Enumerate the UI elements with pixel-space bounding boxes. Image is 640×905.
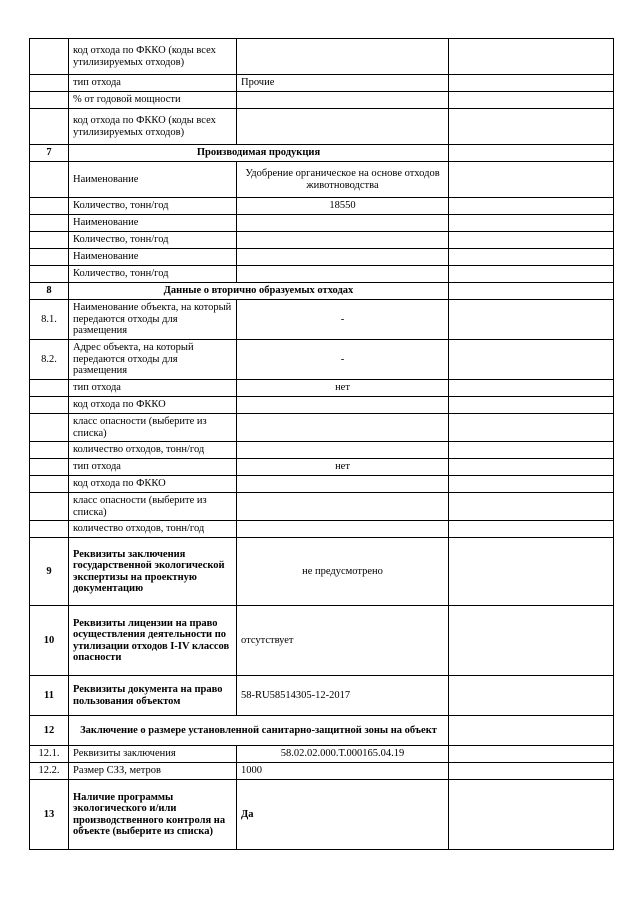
empty-column-cell — [449, 283, 614, 300]
empty-column-cell — [449, 746, 614, 763]
table-row — [30, 300, 614, 340]
section-header-row — [30, 716, 614, 746]
field-label: тип отхода — [69, 459, 237, 476]
empty-column-cell — [449, 397, 614, 414]
empty-column-cell — [449, 380, 614, 397]
table-row — [30, 442, 614, 459]
field-value: нет — [237, 380, 449, 397]
empty-column-cell — [449, 75, 614, 92]
field-value — [237, 215, 449, 232]
field-label: Наименование — [69, 162, 237, 198]
row-number-cell — [30, 266, 69, 283]
table-row — [30, 109, 614, 145]
empty-column-cell — [449, 606, 614, 676]
row-number-cell: 7 — [30, 145, 69, 162]
field-label: код отхода по ФККО (коды всех утилизируемых отходов) — [69, 109, 237, 145]
table-row — [30, 414, 614, 442]
row-number-cell: 8.1. — [30, 300, 69, 340]
field-label: класс опасности (выберите из списка) — [69, 493, 237, 521]
row-number-cell: 12 — [30, 716, 69, 746]
field-label: Наличие программы экологического и/или производственного контроля на объекте (выберите из списка) — [69, 780, 237, 850]
field-value: нет — [237, 459, 449, 476]
field-value: - — [237, 340, 449, 380]
row-number-cell — [30, 109, 69, 145]
field-value — [237, 266, 449, 283]
row-number-cell: 8 — [30, 283, 69, 300]
row-number-cell: 8.2. — [30, 340, 69, 380]
table-row — [30, 476, 614, 493]
empty-column-cell — [449, 521, 614, 538]
field-value — [237, 39, 449, 75]
field-label: количество отходов, тонн/год — [69, 521, 237, 538]
empty-column-cell — [449, 340, 614, 380]
row-number-cell — [30, 39, 69, 75]
row-number-cell — [30, 232, 69, 249]
table-row — [30, 493, 614, 521]
row-number-cell: 9 — [30, 538, 69, 606]
field-label: количество отходов, тонн/год — [69, 442, 237, 459]
row-number-cell: 13 — [30, 780, 69, 850]
empty-column-cell — [449, 249, 614, 266]
row-number-cell — [30, 162, 69, 198]
empty-column-cell — [449, 763, 614, 780]
field-label: Наименование — [69, 215, 237, 232]
field-value: 58.02.02.000.Т.000165.04.19 — [237, 746, 449, 763]
empty-column-cell — [449, 476, 614, 493]
empty-column-cell — [449, 109, 614, 145]
section-title: Заключение о размере установленной санитарно-защитной зоны на объект — [69, 716, 449, 746]
empty-column-cell — [449, 198, 614, 215]
table-row — [30, 459, 614, 476]
empty-column-cell — [449, 459, 614, 476]
table-row — [30, 538, 614, 606]
table-row — [30, 75, 614, 92]
table-row — [30, 380, 614, 397]
document-table — [29, 38, 614, 850]
table-row — [30, 521, 614, 538]
field-label: Размер СЗЗ, метров — [69, 763, 237, 780]
section-header-row — [30, 283, 614, 300]
table-row — [30, 232, 614, 249]
table-row — [30, 606, 614, 676]
row-number-cell — [30, 521, 69, 538]
empty-column-cell — [449, 414, 614, 442]
field-value — [237, 442, 449, 459]
field-label: Наименование объекта, на который передаются отходы для размещения — [69, 300, 237, 340]
field-value — [237, 397, 449, 414]
section-header-row — [30, 145, 614, 162]
field-label: код отхода по ФККО — [69, 397, 237, 414]
field-value — [237, 109, 449, 145]
document-table-body — [30, 39, 614, 850]
table-row — [30, 746, 614, 763]
row-number-cell: 11 — [30, 676, 69, 716]
field-value: отсутствует — [237, 606, 449, 676]
table-row — [30, 215, 614, 232]
empty-column-cell — [449, 676, 614, 716]
field-value: Прочие — [237, 75, 449, 92]
row-number-cell — [30, 215, 69, 232]
field-value — [237, 92, 449, 109]
row-number-cell — [30, 476, 69, 493]
field-label: тип отхода — [69, 75, 237, 92]
empty-column-cell — [449, 300, 614, 340]
field-label: Реквизиты лицензии на право осуществления деятельности по утилизации отходов I-IV классов опасности — [69, 606, 237, 676]
field-value: - — [237, 300, 449, 340]
empty-column-cell — [449, 442, 614, 459]
field-value: Удобрение органическое на основе отходов животноводства — [237, 162, 449, 198]
field-value: Да — [237, 780, 449, 850]
row-number-cell: 12.2. — [30, 763, 69, 780]
field-value: 1000 — [237, 763, 449, 780]
table-row — [30, 92, 614, 109]
table-row — [30, 780, 614, 850]
empty-column-cell — [449, 780, 614, 850]
empty-column-cell — [449, 232, 614, 249]
row-number-cell — [30, 397, 69, 414]
row-number-cell — [30, 92, 69, 109]
row-number-cell — [30, 380, 69, 397]
row-number-cell — [30, 75, 69, 92]
field-label: Количество, тонн/год — [69, 198, 237, 215]
empty-column-cell — [449, 145, 614, 162]
field-label: Реквизиты заключения — [69, 746, 237, 763]
empty-column-cell — [449, 538, 614, 606]
field-label: Количество, тонн/год — [69, 232, 237, 249]
empty-column-cell — [449, 215, 614, 232]
field-label: Реквизиты документа на право пользования объектом — [69, 676, 237, 716]
section-title: Данные о вторично образуемых отходах — [69, 283, 449, 300]
table-row — [30, 249, 614, 266]
field-label: класс опасности (выберите из списка) — [69, 414, 237, 442]
field-value — [237, 493, 449, 521]
field-value: 58-RU58514305-12-2017 — [237, 676, 449, 716]
table-row — [30, 162, 614, 198]
field-label: код отхода по ФККО (коды всех утилизируемых отходов) — [69, 39, 237, 75]
row-number-cell — [30, 249, 69, 266]
field-value: 18550 — [237, 198, 449, 215]
field-value — [237, 414, 449, 442]
field-label: тип отхода — [69, 380, 237, 397]
table-row — [30, 763, 614, 780]
field-label: Количество, тонн/год — [69, 266, 237, 283]
field-value: не предусмотрено — [237, 538, 449, 606]
table-row — [30, 198, 614, 215]
field-value — [237, 232, 449, 249]
empty-column-cell — [449, 493, 614, 521]
empty-column-cell — [449, 162, 614, 198]
table-row — [30, 39, 614, 75]
row-number-cell: 12.1. — [30, 746, 69, 763]
field-label: Реквизиты заключения государственной экологической экспертизы на проектную документацию — [69, 538, 237, 606]
field-label: Наименование — [69, 249, 237, 266]
field-value — [237, 249, 449, 266]
row-number-cell: 10 — [30, 606, 69, 676]
empty-column-cell — [449, 266, 614, 283]
field-label: Адрес объекта, на который передаются отходы для размещения — [69, 340, 237, 380]
table-row — [30, 266, 614, 283]
row-number-cell — [30, 442, 69, 459]
row-number-cell — [30, 198, 69, 215]
field-value — [237, 476, 449, 493]
row-number-cell — [30, 414, 69, 442]
empty-column-cell — [449, 716, 614, 746]
table-row — [30, 676, 614, 716]
field-label: код отхода по ФККО — [69, 476, 237, 493]
table-row — [30, 340, 614, 380]
field-label: % от годовой мощности — [69, 92, 237, 109]
field-value — [237, 521, 449, 538]
table-row — [30, 397, 614, 414]
row-number-cell — [30, 493, 69, 521]
section-title: Производимая продукция — [69, 145, 449, 162]
row-number-cell — [30, 459, 69, 476]
empty-column-cell — [449, 39, 614, 75]
empty-column-cell — [449, 92, 614, 109]
